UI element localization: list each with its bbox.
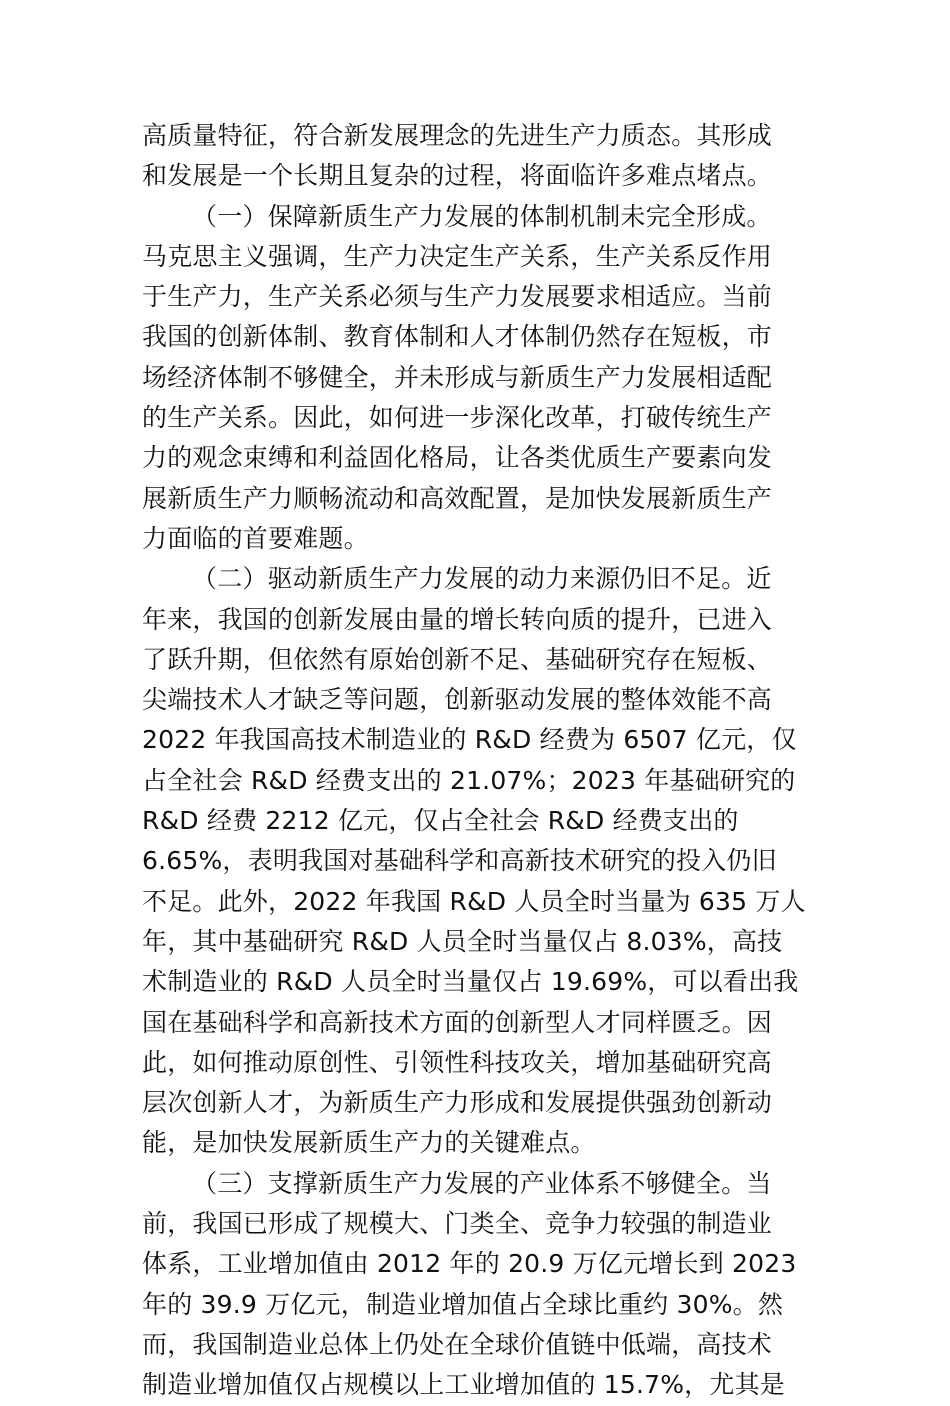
text-line: 2022 年我国高技术制造业的 R&D 经费为 6507 亿元，仅 [142, 725, 797, 755]
text-line: 尖端技术人才缺乏等问题，创新驱动发展的整体效能不高 [142, 685, 773, 715]
text-line: 占全社会 R&D 经费支出的 21.07%；2023 年基础研究的 [142, 765, 796, 795]
text-line: 年来，我国的创新发展由量的增长转向质的提升，已进入 [142, 604, 773, 634]
text-line: 和发展是一个长期且复杂的过程，将面临许多难点堵点。 [142, 161, 773, 191]
text-line: 力面临的首要难题。 [142, 523, 369, 553]
text-line: 力的观念束缚和利益固化格局，让各类优质生产要素向发 [142, 443, 773, 473]
text-line: 能，是加快发展新质生产力的关键难点。 [142, 1128, 596, 1158]
text-line: 了跃升期，但依然有原始创新不足、基础研究存在短板、 [142, 644, 773, 674]
text-line: 年，其中基础研究 R&D 人员全时当量仅占 8.03%，高技 [142, 926, 783, 956]
text-line: R&D 经费 2212 亿元，仅占全社会 R&D 经费支出的 [142, 806, 739, 836]
text-line: 制造业增加值仅占规模以上工业增加值的 15.7%，尤其是 [142, 1370, 785, 1400]
text-line: 场经济体制不够健全，并未形成与新质生产力发展相适配 [142, 362, 773, 392]
body-text [142, 116, 812, 1406]
text-line: 6.65%，表明我国对基础科学和高新技术研究的投入仍旧 [142, 846, 777, 876]
text-line: 不足。此外，2022 年我国 R&D 人员全时当量为 635 万人 [142, 886, 806, 916]
text-line: 层次创新人才，为新质生产力形成和发展提供强劲创新动 [142, 1088, 773, 1118]
text-line: 的生产关系。因此，如何进一步深化改革，打破传统生产 [142, 403, 773, 433]
text-line: 我国的创新体制、教育体制和人才体制仍然存在短板，市 [142, 322, 773, 352]
text-line: 高质量特征，符合新发展理念的先进生产力质态。其形成 [142, 121, 773, 150]
section-heading-2: （二）驱动新质生产力发展的动力来源仍旧不足。近 [192, 564, 772, 594]
text-line: 马克思主义强调，生产力决定生产关系，生产关系反作用 [142, 241, 773, 271]
text-line: 年的 39.9 万亿元，制造业增加值占全球比重约 30%。然 [142, 1289, 784, 1319]
text-line: 国在基础科学和高新技术方面的创新型人才同样匮乏。因 [142, 1007, 773, 1037]
text-line: 术制造业的 R&D 人员全时当量仅占 19.69%，可以看出我 [142, 967, 799, 997]
text-line: 此，如何推动原创性、引领性科技攻关，增加基础研究高 [142, 1047, 773, 1077]
text-line: 展新质生产力顺畅流动和高效配置，是加快发展新质生产 [142, 483, 773, 513]
section-heading-1: （一）保障新质生产力发展的体制机制未完全形成。 [192, 201, 772, 231]
text-line: 体系，工业增加值由 2012 年的 20.9 万亿元增长到 2023 [142, 1249, 797, 1279]
section-heading-3: （三）支撑新质生产力发展的产业体系不够健全。当 [192, 1168, 772, 1198]
text-line: 而，我国制造业总体上仍处在全球价值链中低端，高技术 [142, 1329, 773, 1359]
text-line: 于生产力，生产关系必须与生产力发展要求相适应。当前 [142, 282, 773, 312]
text-line: 前，我国已形成了规模大、门类全、竞争力较强的制造业 [142, 1209, 773, 1239]
